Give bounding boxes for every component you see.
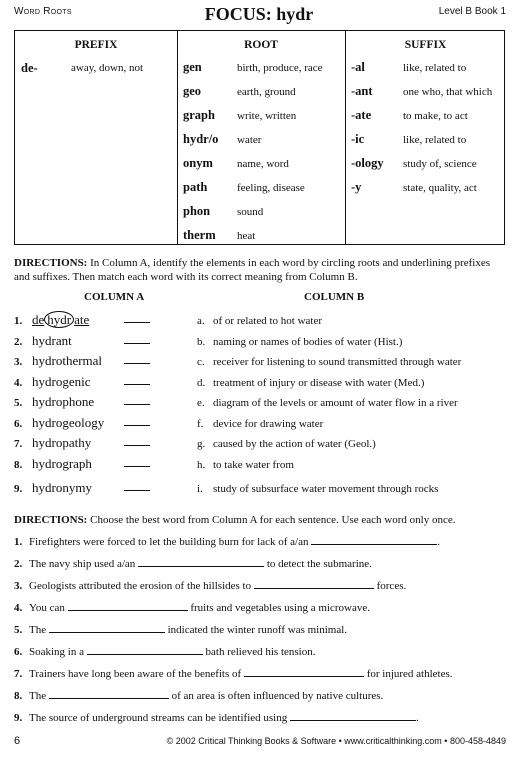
root-meaning: sound (237, 206, 264, 218)
suffix-word: -ate (351, 108, 372, 122)
column-a-word: hydrogeology (32, 415, 105, 430)
item-letter: h. (197, 459, 206, 471)
root-word: graph (183, 108, 215, 122)
column-b-definition: naming or names of bodies of water (Hist.) (213, 336, 403, 348)
answer-blank[interactable] (49, 688, 169, 699)
table-divider (345, 31, 346, 244)
directions-label: DIRECTIONS: (14, 514, 88, 526)
roots-table (14, 30, 505, 245)
sentence-text: Firefighters were forced to let the building burn for lack of a/an (29, 536, 309, 548)
root-meaning: write, written (237, 110, 297, 122)
answer-blank[interactable] (124, 404, 150, 405)
answer-blank[interactable] (124, 425, 150, 426)
item-number: 4. (14, 377, 23, 389)
item-number: 6. (14, 418, 23, 430)
column-b-definition: of or related to hot water (213, 315, 323, 327)
root-circled: hydr (44, 311, 74, 328)
sentence-text: You can (29, 602, 65, 614)
column-a-heading: COLUMN A (84, 291, 145, 303)
list-item (197, 459, 294, 471)
directions-text: Choose the best word from Column A for each sentence. Use each word only once. (87, 514, 456, 526)
column-b-definition: receiver for listening to sound transmitted through water (213, 356, 462, 368)
answer-blank[interactable] (254, 578, 374, 589)
column-a-word: hydrogenic (32, 374, 91, 389)
column-b-heading: COLUMN B (304, 291, 365, 303)
item-number: 3. (14, 580, 23, 592)
column-a-word: hydrothermal (32, 353, 103, 368)
list-item (14, 480, 92, 496)
item-letter: f. (197, 418, 204, 430)
item-number: 9. (14, 483, 23, 495)
list-item (197, 377, 424, 389)
list-item (197, 418, 323, 430)
root-word: geo (183, 84, 202, 98)
sentence-text: The (29, 690, 47, 702)
directions-matching (14, 256, 506, 284)
suffix-word: -y (351, 180, 362, 194)
item-number: 5. (14, 397, 23, 409)
page-number: 6 (14, 735, 21, 747)
answer-blank[interactable] (311, 534, 437, 545)
copyright: © 2002 Critical Thinking Books & Software • www.criticalthinking.com • 800-458-4849 (166, 736, 506, 746)
item-letter: c. (197, 356, 205, 368)
list-item (197, 356, 461, 368)
column-b-definition: diagram of the levels or amount of water flow in a river (213, 397, 458, 409)
section-label: Word Roots (14, 6, 72, 17)
answer-blank[interactable] (49, 622, 165, 633)
sentence-text: Soaking in a (29, 646, 84, 658)
root-meaning: water (237, 134, 262, 146)
answer-blank[interactable] (124, 445, 150, 446)
sentence-text: . (437, 536, 440, 548)
suffix-meaning: state, quality, act (403, 182, 477, 194)
root-meaning: heat (237, 230, 256, 242)
root-meaning: birth, produce, race (237, 62, 323, 74)
column-a-word: hydrant (32, 333, 72, 348)
root-word: hydr/o (183, 132, 219, 146)
prefix-underlined: de (32, 312, 45, 327)
list-item (14, 333, 72, 349)
root-meaning: feeling, disease (237, 182, 305, 194)
directions-label: DIRECTIONS: (14, 257, 88, 269)
item-number: 6. (14, 646, 23, 658)
suffix-word: -al (351, 60, 365, 74)
directions-sentences (14, 513, 506, 527)
item-number: 2. (14, 558, 23, 570)
sentence-text: of an area is often influenced by native cultures. (171, 690, 384, 702)
list-item (14, 415, 104, 431)
prefix-meaning: away, down, not (71, 62, 143, 74)
root-heading: ROOT (244, 39, 278, 51)
root-word: gen (183, 60, 202, 74)
column-a-word: hydrophone (32, 394, 95, 409)
answer-blank[interactable] (244, 666, 364, 677)
suffix-meaning: study of, science (403, 158, 477, 170)
prefix-row (21, 61, 38, 76)
sentence-item (14, 644, 315, 658)
column-b-definition: device for drawing water (213, 418, 324, 430)
prefix-word: de- (21, 61, 38, 75)
sentence-item (14, 622, 347, 636)
sentence-text: forces. (376, 580, 407, 592)
sentence-text: The navy ship used a/an (29, 558, 136, 570)
item-number: 5. (14, 624, 23, 636)
answer-blank[interactable] (124, 322, 150, 323)
list-item (14, 456, 92, 472)
sentence-item (14, 688, 383, 702)
item-number: 7. (14, 438, 23, 450)
column-b-definition: study of subsurface water movement through rocks (213, 483, 439, 495)
suffix-meaning: one who, that which (403, 86, 493, 98)
suffix-word: -ology (351, 156, 384, 170)
directions-text: In Column A, identify the elements in each word by circling roots and underlining prefixes and suffixes. Then match each word with its correct meaning from Column B. (14, 257, 490, 283)
root-word: onym (183, 156, 213, 170)
item-number: 8. (14, 459, 23, 471)
sentence-text: The source of underground streams can be identified using (29, 712, 288, 724)
list-item (14, 353, 102, 369)
root-word: therm (183, 228, 216, 242)
list-item (14, 435, 91, 451)
item-letter: d. (197, 377, 206, 389)
column-b-definition: treatment of injury or disease with water (Med.) (213, 377, 425, 389)
answer-blank[interactable] (290, 710, 416, 721)
root-word: phon (183, 204, 211, 218)
item-number: 4. (14, 602, 23, 614)
table-divider (177, 31, 178, 244)
sentence-text: for injured athletes. (366, 668, 453, 680)
sentence-text: The (29, 624, 47, 636)
item-number: 3. (14, 356, 23, 368)
suffix-meaning: to make, to act (403, 110, 468, 122)
list-item (197, 336, 402, 348)
suffix-word: -ic (351, 132, 365, 146)
answer-blank[interactable] (124, 490, 150, 491)
prefix-heading: PREFIX (74, 39, 118, 51)
item-number: 1. (14, 536, 23, 548)
item-letter: a. (197, 315, 205, 327)
sentence-text: bath relieved his tension. (205, 646, 316, 658)
sentence-item (14, 710, 419, 724)
suffix-underlined: ate (74, 312, 90, 327)
item-letter: i. (197, 483, 203, 495)
item-letter: g. (197, 438, 206, 450)
column-a-word: hydronymy (32, 480, 92, 495)
item-number: 8. (14, 690, 23, 702)
column-b-definition: caused by the action of water (Geol.) (213, 438, 376, 450)
list-item (197, 397, 458, 409)
sentence-item (14, 534, 440, 548)
suffix-meaning: like, related to (403, 134, 467, 146)
sentence-text: Geologists attributed the erosion of the hillsides to (29, 580, 252, 592)
list-item (197, 483, 438, 495)
item-number: 2. (14, 336, 23, 348)
list-item (197, 315, 322, 327)
suffix-heading: SUFFIX (404, 39, 447, 51)
column-a-word: hydrograph (32, 456, 92, 471)
sentence-text: fruits and vegetables using a microwave. (190, 602, 370, 614)
list-item (14, 374, 90, 390)
sentence-text: indicated the winter runoff was minimal. (167, 624, 348, 636)
root-meaning: earth, ground (237, 86, 296, 98)
suffix-word: -ant (351, 84, 373, 98)
answer-blank[interactable] (87, 644, 203, 655)
answer-blank[interactable] (124, 466, 150, 467)
item-number: 7. (14, 668, 23, 680)
suffix-meaning: like, related to (403, 62, 467, 74)
sentence-text: to detect the submarine. (266, 558, 372, 570)
answer-blank[interactable] (124, 363, 150, 364)
sentence-item (14, 666, 453, 680)
list-item (14, 394, 94, 410)
answer-blank[interactable] (124, 384, 150, 385)
item-number: 9. (14, 712, 23, 724)
answer-blank[interactable] (68, 600, 188, 611)
item-letter: b. (197, 336, 206, 348)
item-letter: e. (197, 397, 205, 409)
sentence-text: . (415, 712, 419, 724)
column-b-definition: to take water from (213, 459, 294, 471)
answer-blank[interactable] (124, 343, 150, 344)
sentence-item (14, 600, 370, 614)
sentence-item (14, 556, 372, 570)
answer-blank[interactable] (138, 556, 264, 567)
column-a-word: hydropathy (32, 435, 92, 450)
level-label: Level B Book 1 (438, 6, 506, 17)
list-item (14, 312, 89, 328)
sentence-text: Trainers have long been aware of the benefits of (29, 668, 242, 680)
list-item (197, 438, 376, 450)
root-meaning: name, word (237, 158, 289, 170)
item-number: 1. (14, 315, 23, 327)
sentence-item (14, 578, 406, 592)
root-word: path (183, 180, 208, 194)
page-title: FOCUS: hydr (204, 4, 314, 24)
